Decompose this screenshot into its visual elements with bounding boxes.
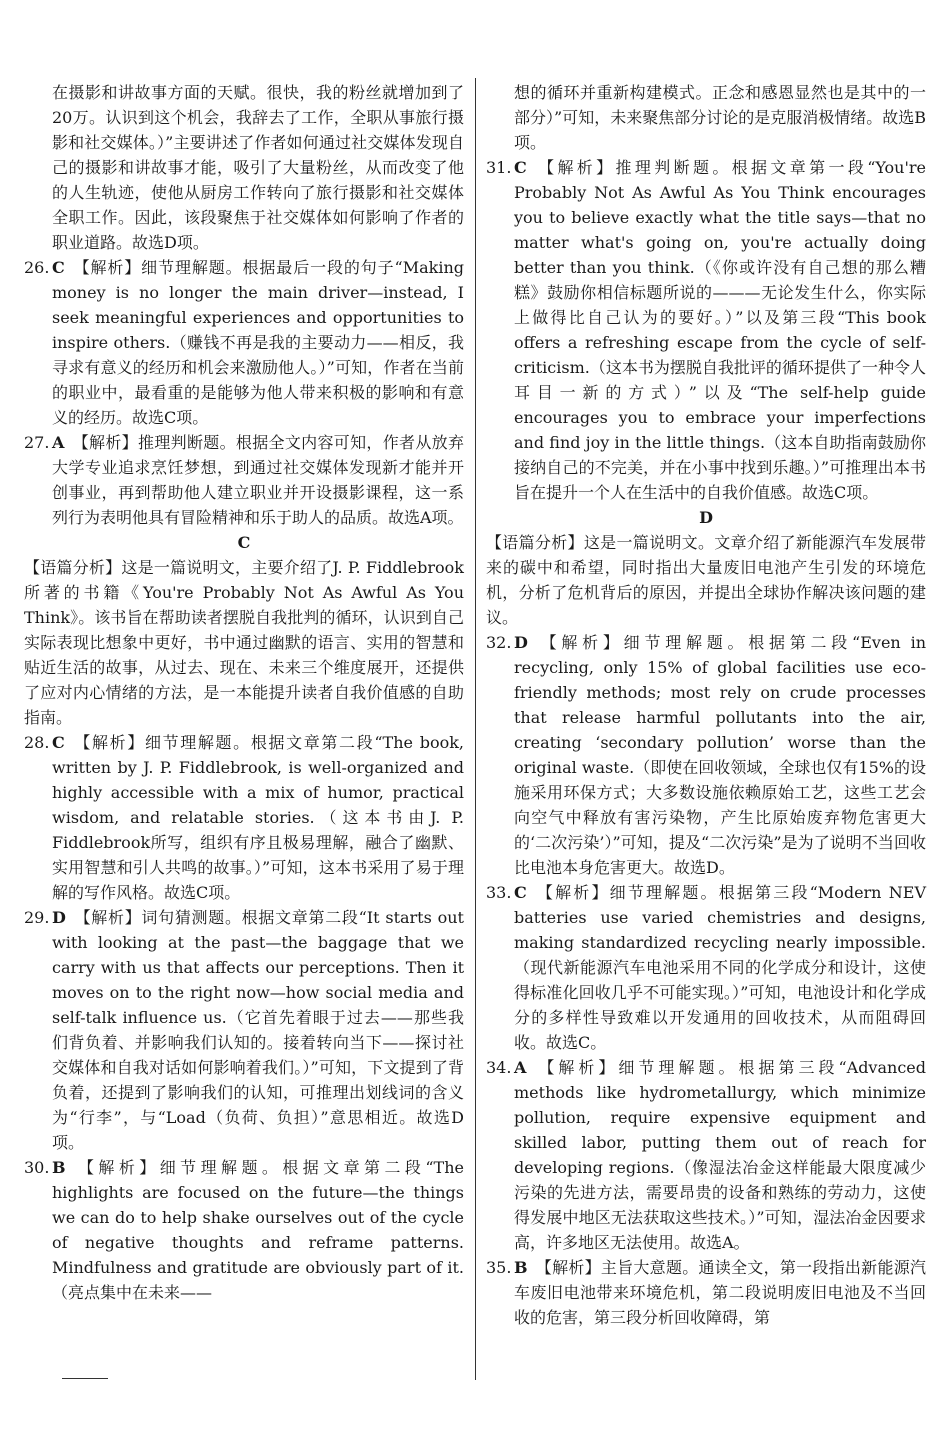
answer-letter: B xyxy=(52,1158,66,1177)
passage-analysis-c: 【语篇分析】这是一篇说明文，主要介绍了J. P. Fiddlebrook所著的书籍《You're Probably Not As Awful As You Think》。该书旨在帮助读者摆脱自我批判的循环，认识到自己实际表现比想象中更好，书中通过幽默的语言、实用的智慧和贴近生活的故事，从过去、现在、未来三个维度展开，还提供了应对内心情绪的方法，是一本能提升读者自我价值感的自助指南。 xyxy=(24,558,464,727)
answer-item-27 xyxy=(24,430,464,530)
answer-explanation: 【解析】词句猜测题。根据文章第二段“It starts out with looking at the past—the baggage that we carry with us that affects our perceptions. Then it moves on to the right now—how social media and self-talk influence us.（它首先着眼于过去——那些我们背负着、并影响我们认知的。接着转向当下——探讨社交媒体和自我对话如何影响着我们。）”可知，下文提到了背负着，还提到了影响我们的认知，可推理出划线词的含义为“行李”，与“Load（负荷、负担）”意思相近。故选D项。 xyxy=(52,908,464,1152)
answer-explanation: 【解析】主旨大意题。通读全文，第一段指出新能源汽车废旧电池带来环境危机，第二段说明废旧电池及不当回收的危害，第三段分析回收障碍，第 xyxy=(514,1258,926,1327)
question-number: 31. xyxy=(486,158,512,177)
footer-rule xyxy=(62,1378,108,1379)
answer-letter: C xyxy=(514,883,527,902)
question-number: 32. xyxy=(486,633,512,652)
right-column xyxy=(486,80,926,1330)
answer-explanation: 【解析】推理判断题。根据全文内容可知，作者从放弃大学专业追求烹饪梦想，到通过社交媒体发现新才能并开创事业，再到帮助他人建立职业并开设摄影课程，这一系列行为表明他具有冒险精神和乐于助人的品质。故选A项。 xyxy=(52,433,464,527)
answer-item-35 xyxy=(486,1255,926,1330)
answer-explanation: 【解析】细节理解题。根据第二段“Even in recycling, only 15% of global facilities use eco-friendly methods; most rely on crude processes that release harmful pollutants into the air, creating ‘secondary pollution’ worse than the original waste.（即使在回收领域，全球也仅有15%的设施采用环保方式；大多数设施依赖原始工艺，这些工艺会向空气中释放有害污染物，产生比原始废弃物危害更大的‘二次污染’）”可知，提及“二次污染”是为了说明不当回收比电池本身危害更大。故选D。 xyxy=(514,633,926,877)
answer-item-28 xyxy=(24,730,464,905)
question-number: 29. xyxy=(24,908,50,927)
answer-letter: D xyxy=(514,633,528,652)
answer-item-32 xyxy=(486,630,926,880)
answer-explanation: 【解析】细节理解题。根据文章第二段“The book, written by J. P. Fiddlebrook, is well-organized and highly accessible with a mix of humor, practical wisdom, and relatable stories.（这本书由J. P. Fiddlebrook所写，组织有序且极易理解，融合了幽默、实用智慧和引人共鸣的故事。）”可知，这本书采用了易于理解的写作风格。故选C项。 xyxy=(52,733,464,902)
answer-explanation: 【解析】推理判断题。根据文章第一段“You're Probably Not As Awful As You Think encourages you to believe exactly what the title says—that no matter what's going on, you're actually doing better than you think.（《你或许没有自己想的那么糟糕》鼓励你相信标题所说的———无论发生什么，你实际上做得比自己认为的要好。）”以及第三段“This book offers a refreshing escape from the cycle of self-criticism.（这本书为摆脱自我批评的循环提供了一种令人耳目一新的方式）”以及“The self-help guide encourages you to embrace your imperfections and find joy in the little things.（这本自助指南鼓励你接纳自己的不完美，并在小事中找到乐趣。）”可推理出本书旨在提升一个人在生活中的自我价值感。故选C项。 xyxy=(514,158,926,502)
answer-letter: A xyxy=(514,1058,527,1077)
answer-letter: C xyxy=(52,733,65,752)
q25-continuation: 在摄影和讲故事方面的天赋。很快，我的粉丝就增加到了20万。认识到这个机会，我辞去了工作，全职从事旅行摄影和社交媒体。）”主要讲述了作者如何通过社交媒体发现自己的摄影和讲故事才能，吸引了大量粉丝，从而改变了他的人生轨迹，使他从厨房工作转向了旅行摄影和社交媒体全职工作。因此，该段聚焦于社交媒体如何影响了作者的职业道路。故选D项。 xyxy=(52,83,464,252)
passage-analysis-d: 【语篇分析】这是一篇说明文。文章介绍了新能源汽车发展带来的碳中和希望，同时指出大量废旧电池产生引发的环境危机，分析了危机背后的原因，并提出全球协作解决该问题的建议。 xyxy=(486,533,926,627)
answer-letter: C xyxy=(52,258,65,277)
answer-item-33 xyxy=(486,880,926,1055)
answer-letter: A xyxy=(52,433,65,452)
section-heading-c: C xyxy=(237,533,251,552)
answer-explanation: 【解析】细节理解题。根据第三段“Modern NEV batteries use varied chemistries and designs, making standardized recycling nearly impossible.（现代新能源汽车电池采用不同的化学成分和设计，这使得标准化回收几乎不可能实现。）”可知，电池设计和化学成分的多样性导致难以开发通用的回收技术，从而阻碍回收。故选C。 xyxy=(514,883,926,1052)
left-column xyxy=(24,80,464,1305)
question-number: 30. xyxy=(24,1158,50,1177)
answer-letter: C xyxy=(514,158,527,177)
answer-item-30 xyxy=(24,1155,464,1305)
answer-item-31 xyxy=(486,155,926,505)
answer-letter: B xyxy=(514,1258,528,1277)
question-number: 35. xyxy=(486,1258,512,1277)
question-number: 28. xyxy=(24,733,50,752)
answer-explanation: 【解析】细节理解题。根据最后一段的句子“Making money is no longer the main driver—instead, I seek meaningful experiences and opportunities to inspire others.（赚钱不再是我的主要动力——相反，我寻求有意义的经历和机会来激励他人。）”可知，作者在当前的职业中，最看重的是能够为他人带来积极的影响和有意义的经历。故选C项。 xyxy=(52,258,464,427)
question-number: 33. xyxy=(486,883,512,902)
answer-explanation: 【解析】细节理解题。根据文章第二段“The highlights are focused on the future—the things we can do to help shake ourselves out of the cycle of negative thoughts and reframe patterns. Mindfulness and gratitude are obviously part of it.（亮点集中在未来—— xyxy=(52,1158,464,1302)
question-number: 34. xyxy=(486,1058,512,1077)
answer-item-29 xyxy=(24,905,464,1155)
section-heading-d: D xyxy=(699,508,713,527)
question-number: 27. xyxy=(24,433,50,452)
answer-item-34 xyxy=(486,1055,926,1255)
q30-continuation: 想的循环并重新构建模式。正念和感恩显然也是其中的一部分）”可知，未来聚焦部分讨论的是克服消极情绪。故选B项。 xyxy=(514,83,926,152)
column-divider xyxy=(475,78,476,1380)
answer-letter: D xyxy=(52,908,66,927)
answer-item-26 xyxy=(24,255,464,430)
answer-explanation: 【解析】细节理解题。根据第三段“Advanced methods like hydrometallurgy, which minimize pollution, require expensive equipment and skilled labor, putting them out of reach for developing regions.（像湿法冶金这样能最大限度减少污染的先进方法，需要昂贵的设备和熟练的劳动力，这使得发展中地区无法获取这些技术。）”可知，湿法冶金因要求高，许多地区无法使用。故选A。 xyxy=(514,1058,926,1252)
question-number: 26. xyxy=(24,258,50,277)
